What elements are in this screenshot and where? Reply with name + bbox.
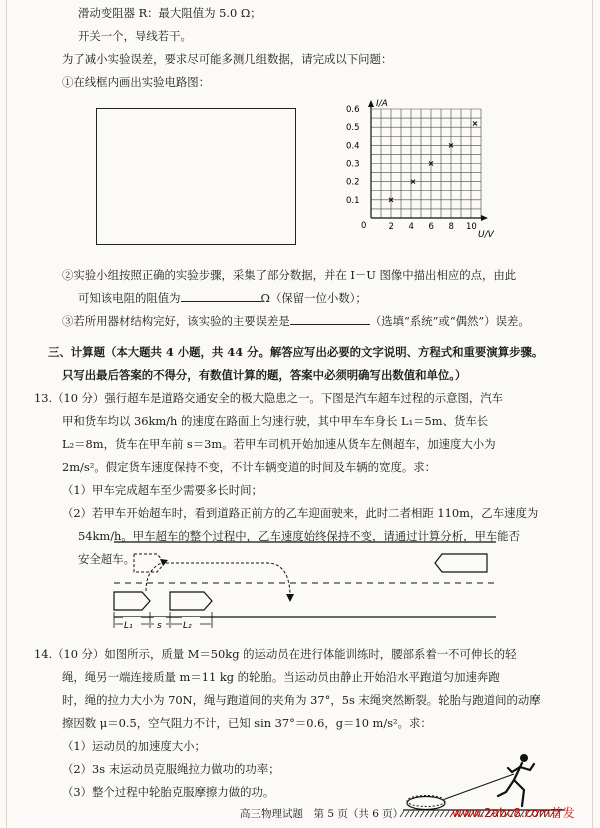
rope-line [445, 774, 514, 799]
y-axis-label: I/A [376, 99, 388, 109]
car-a-ghost-icon [134, 554, 165, 572]
question-3-line [62, 314, 530, 328]
x-axis-label: U/V [478, 230, 494, 240]
problem-13-q2-line-1: （2）若甲车开始超车时，看到道路正前方的乙车迎面驶来，此时二者相距 110m，乙车速度为 [62, 506, 539, 520]
y-tick-label: 0.2 [346, 177, 360, 188]
x-tick-label: 2 [388, 222, 394, 232]
car-a-icon [114, 592, 150, 610]
l1-label: L₁ [124, 621, 133, 631]
y-tick-label: 0.3 [346, 159, 360, 170]
y-tick-label: 0.4 [346, 141, 360, 152]
i-u-graph [336, 94, 506, 244]
problem-14-line-3: 时，绳的拉力大小为 70N，绳与跑道间的夹角为 37°，5s 末绳突然断裂。轮胎与跑道间的动摩 [62, 693, 541, 707]
equipment-switch: 开关一个，导线若干。 [78, 29, 192, 43]
question-2-line-2 [78, 291, 367, 305]
question-3-text-a: ③若所用器材结构完好，该实验的主要误差是 [62, 314, 290, 328]
watermark-link[interactable]: www.2abc8.com首发 [452, 806, 575, 820]
question-2-line-1: ②实验小组按照正确的实验步骤，采集了部分数据，并在 I－U 图像中描出相应的点，由此 [62, 268, 517, 282]
problem-14-line-4: 擦因数 μ＝0.5，空气阻力不计，已知 sin 37°＝0.6，g＝10 m/s²。求： [62, 716, 432, 730]
problem-13-q1: （1）甲车完成超车至少需要多长时间； [62, 483, 263, 497]
return-path [166, 563, 290, 596]
problem-13-q2-line-2: 54km/h。甲车超车的整个过程中，乙车速度始终保持不变，请通过计算分析，甲车能否 [78, 529, 521, 543]
problem-13-line-4: 2m/s²。假定货车速度保持不变，不计车辆变道的时间及车辆的宽度。求： [62, 460, 437, 474]
problem-14-line-2: 绳，绳另一端连接质量 m＝11 kg 的轮胎。当运动员由静止开始沿水平跑道匀加速奔跑 [62, 670, 500, 684]
y-tick-label: 0.5 [346, 123, 360, 134]
problem-14-line-1: 14.（10 分）如图所示，质量 M＝50kg 的运动员在进行体能训练时，腰部系着一不可伸长的轻 [34, 647, 517, 661]
car-b-icon [435, 554, 487, 572]
question-1-text: ①在线框内画出实验电路图： [62, 75, 211, 89]
question-2-text-b: Ω（保留一位小数）； [260, 291, 367, 305]
x-tick-label: 6 [428, 222, 434, 232]
instruction-text: 为了减小实验误差，要求尽可能多测几组数据，请完成以下问题： [62, 52, 393, 66]
lane-change-path [146, 562, 164, 591]
section-3-heading: 三、计算题（本大题共 4 小题，共 44 分。解答应写出必要的文字说明、方程式和重要演算步骤。 [48, 345, 544, 359]
problem-14-q3: （3）整个过程中轮胎克服摩擦力做的功。 [62, 785, 275, 799]
return-arrow-icon [286, 594, 294, 602]
data-point [473, 122, 477, 126]
x-tick-label: 10 [466, 222, 477, 232]
overtaking-diagram [102, 538, 502, 638]
tire-icon [407, 797, 445, 810]
question-3-text-b: （选填“系统”或“偶然”）误差。 [369, 314, 530, 328]
page-footer: 高三物理试题 第 5 页（共 6 页） [240, 808, 404, 820]
x-tick-label: 8 [448, 222, 454, 232]
truck-icon [170, 592, 212, 610]
problem-13-q2-line-3: 安全超车。 [78, 552, 135, 566]
x-tick-label: 4 [408, 222, 414, 232]
problem-14-q1: （1）运动员的加速度大小； [62, 739, 206, 753]
l2-label: L₂ [183, 621, 192, 631]
graph-grid [371, 109, 481, 218]
y-tick-label: 0.6 [346, 105, 360, 115]
y-tick-label: 0.1 [346, 195, 360, 206]
error-type-answer-blank[interactable] [290, 314, 370, 325]
section-3-note: 只写出最后答案的不得分，有数值计算的题，答案中必须明确写出数值和单位。） [62, 368, 467, 382]
page-edge-right [592, 0, 593, 828]
problem-13-line-3: L₂＝8m，货车在甲车前 s＝3m。若甲车司机开始加速从货车左侧超车，加速度大小为 [62, 437, 496, 451]
runner-icon [498, 754, 534, 806]
question-2-text-a: 可知该电阻的阻值为 [78, 291, 181, 305]
circuit-drawing-box[interactable] [96, 108, 296, 245]
problem-13-line-1: 13.（10 分）强行超车是道路交通安全的极大隐患之一。下图是汽车超车过程的示意图，汽车 [34, 391, 504, 405]
page-edge-left [6, 0, 7, 828]
equipment-rheostat: 滑动变阻器 R：最大阻值为 5.0 Ω； [78, 6, 262, 20]
origin-label: 0 [361, 221, 367, 231]
y-axis-arrow-icon [368, 100, 374, 107]
x-axis-arrow-icon [481, 215, 488, 221]
problem-14-q2: （2）3s 末运动员克服绳拉力做功的功率； [62, 762, 280, 776]
problem-13-line-2: 甲和货车均以 36km/h 的速度在路面上匀速行驶，其中甲车车身长 L₁＝5m、货车长 [62, 414, 489, 428]
resistance-answer-blank[interactable] [181, 291, 261, 302]
s-label: s [157, 621, 162, 631]
